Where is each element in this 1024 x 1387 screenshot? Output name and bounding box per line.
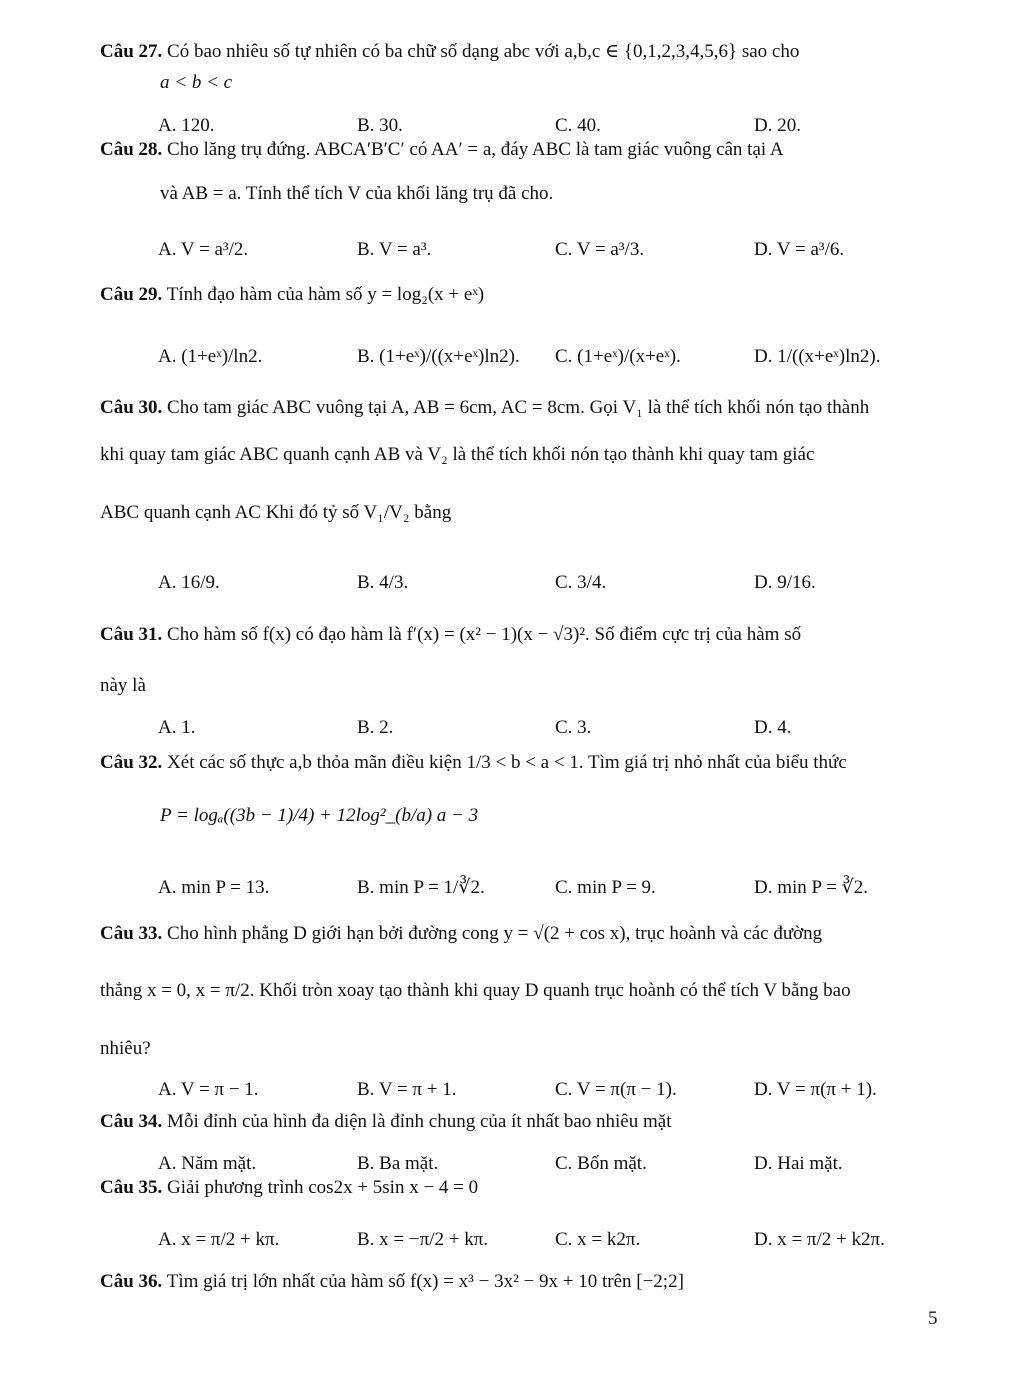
option-b: B. V = π + 1.	[357, 1079, 457, 1100]
option-b: B. Ba mặt.	[357, 1153, 439, 1174]
option-d: D. x = π/2 + k2π.	[754, 1229, 885, 1250]
option-c: C. 3/4.	[555, 572, 607, 593]
question-label: Câu 35.	[100, 1177, 163, 1198]
option-b: B. V = a³.	[357, 239, 432, 260]
question-30	[100, 396, 869, 420]
question-32	[100, 751, 847, 775]
option-d: D. V = a³/6.	[754, 239, 845, 260]
option-c: C. (1+eˣ)/(x+eˣ).	[555, 346, 681, 367]
question-label: Câu 30.	[100, 397, 163, 418]
question-text-cont: khi quay tam giác ABC quanh cạnh AB và V₂ là thể tích khối nón tạo thành khi quay tam giác	[100, 444, 815, 465]
question-text: Có bao nhiêu số tự nhiên có ba chữ số dạng abc với a,b,c ∈ {0,1,2,3,4,5,6} sao cho	[167, 41, 800, 62]
formula-p: P = logₐ((3b − 1)/4) + 12log²_(b/a) a − 3	[160, 805, 479, 826]
question-label: Câu 31.	[100, 624, 163, 645]
option-a: A. V = π − 1.	[158, 1079, 259, 1100]
option-a: A. 120.	[158, 115, 215, 136]
option-a: A. 1.	[158, 717, 196, 738]
question-label: Câu 29.	[100, 284, 163, 305]
question-text: Cho lăng trụ đứng. ABCA′B′C′ có AA′ = a, đáy ABC là tam giác vuông cân tại A	[167, 139, 784, 160]
option-c: C. 3.	[555, 717, 592, 738]
question-text-cont: thẳng x = 0, x = π/2. Khối tròn xoay tạo thành khi quay D quanh trục hoành có thể tích V bằng bao	[100, 980, 851, 1001]
option-c: C. min P = 9.	[555, 877, 656, 898]
question-31	[100, 623, 801, 647]
question-27	[100, 40, 799, 64]
option-b: B. 4/3.	[357, 572, 409, 593]
option-c: C. V = a³/3.	[555, 239, 645, 260]
question-text: Cho hàm số f(x) có đạo hàm là f′(x) = (x² − 1)(x − √3)². Số điểm cực trị của hàm số	[167, 624, 802, 645]
option-d: D. 20.	[754, 115, 801, 136]
question-label: Câu 34.	[100, 1111, 163, 1132]
question-text: Cho hình phẳng D giới hạn bởi đường cong y = √(2 + cos x), trục hoành và các đường	[167, 923, 823, 944]
question-28	[100, 138, 784, 162]
question-text: Tìm giá trị lớn nhất của hàm số f(x) = x³ − 3x² − 9x + 10 trên [−2;2]	[166, 1271, 684, 1292]
question-text: Mỗi đỉnh của hình đa diện là đỉnh chung của ít nhất bao nhiêu mặt	[167, 1111, 672, 1132]
question-text: Xét các số thực a,b thỏa mãn điều kiện 1/3 < b < a < 1. Tìm giá trị nhỏ nhất của biểu thức	[167, 752, 847, 773]
option-a: A. 16/9.	[158, 572, 220, 593]
question-text-cont: và AB = a. Tính thể tích V của khối lăng trụ đã cho.	[160, 183, 554, 204]
question-text-cont: a < b < c	[160, 72, 233, 93]
option-d: D. 1/((x+eˣ)ln2).	[754, 346, 881, 367]
question-36	[100, 1270, 684, 1294]
question-text-cont: này là	[100, 675, 146, 696]
question-label: Câu 36.	[100, 1271, 163, 1292]
question-label: Câu 33.	[100, 923, 163, 944]
option-c: C. x = k2π.	[555, 1229, 641, 1250]
option-b: B. (1+eˣ)/((x+eˣ)ln2).	[357, 346, 520, 367]
option-a: A. min P = 13.	[158, 877, 270, 898]
option-d: D. 4.	[754, 717, 792, 738]
question-33	[100, 922, 822, 946]
question-label: Câu 27.	[100, 41, 163, 62]
option-b: B. min P = 1/∛2.	[357, 877, 485, 898]
option-d: D. Hai mặt.	[754, 1153, 843, 1174]
question-text: Tính đạo hàm của hàm số y = log₂(x + eˣ)	[166, 284, 485, 305]
page-number: 5	[928, 1308, 938, 1329]
option-c: C. Bốn mặt.	[555, 1153, 647, 1174]
option-c: C. V = π(π − 1).	[555, 1079, 677, 1100]
question-text-cont: ABC quanh cạnh AC Khi đó tỷ số V₁/V₂ bằng	[100, 502, 452, 523]
option-b: B. x = −π/2 + kπ.	[357, 1229, 489, 1250]
option-a: A. Năm mặt.	[158, 1153, 257, 1174]
option-d: D. 9/16.	[754, 572, 816, 593]
option-d: D. V = π(π + 1).	[754, 1079, 877, 1100]
question-text: Giải phương trình cos2x + 5sin x − 4 = 0	[167, 1177, 479, 1198]
option-a: A. V = a³/2.	[158, 239, 249, 260]
option-d: D. min P = ∛2.	[754, 877, 868, 898]
question-35	[100, 1176, 478, 1200]
question-text: Cho tam giác ABC vuông tại A, AB = 6cm, AC = 8cm. Gọi V₁ là thể tích khối nón tạo thành	[167, 397, 870, 418]
option-a: A. x = π/2 + kπ.	[158, 1229, 280, 1250]
option-b: B. 30.	[357, 115, 403, 136]
option-a: A. (1+eˣ)/ln2.	[158, 346, 263, 367]
option-b: B. 2.	[357, 717, 394, 738]
question-label: Câu 28.	[100, 139, 163, 160]
question-label: Câu 32.	[100, 752, 163, 773]
question-text-cont: nhiêu?	[100, 1038, 151, 1059]
question-34	[100, 1110, 671, 1134]
option-c: C. 40.	[555, 115, 601, 136]
question-29	[100, 283, 484, 307]
